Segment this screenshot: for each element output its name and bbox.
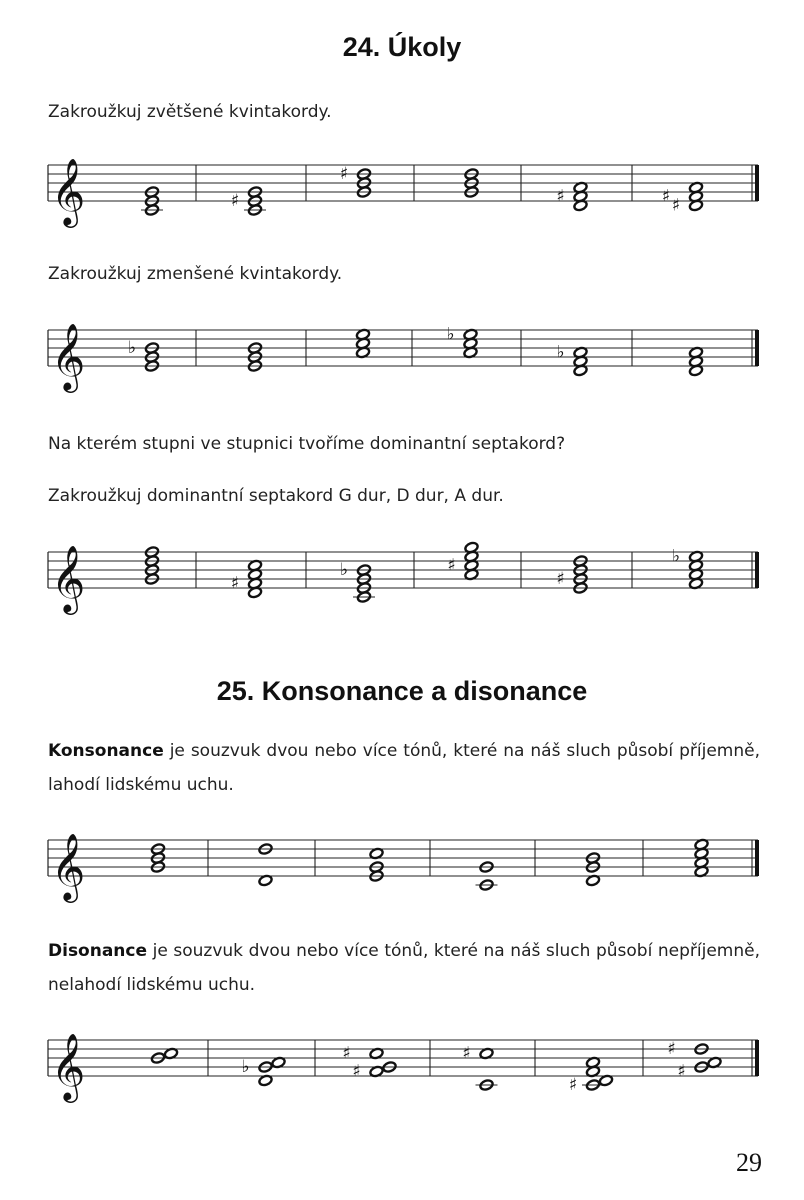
accidental-sharp: ♯	[667, 1039, 676, 1059]
accidental-flat: ♭	[339, 560, 349, 580]
task-diminished-triads: Zakroužkuj zmenšené kvintakordy.	[48, 264, 343, 284]
dissonance-text: je souzvuk dvou nebo více tónů, které na náš sluch působí nepříjemně, nelahodí lidskému uchu.	[48, 941, 760, 995]
accidental-flat: ♭	[127, 338, 137, 358]
accidental-flat: ♭	[556, 342, 565, 363]
task-dominant-seventh-chords: Zakroužkuj dominantní septakord G dur, D dur, A dur.	[48, 486, 504, 506]
accidental-sharp: ♯	[352, 1061, 361, 1082]
treble-clef: 𝄞	[51, 157, 86, 225]
dissonance-definition	[48, 934, 760, 1002]
consonance-definition	[48, 734, 760, 802]
accidental-sharp: ♯	[342, 1043, 351, 1064]
accidental-sharp: ♯	[447, 555, 456, 576]
consonance-text: je souzvuk dvou nebo více tónů, které na náš sluch působí příjemně, lahodí lidskému uchu.	[48, 741, 760, 795]
section-25-heading: 25. Konsonance a disonance	[216, 676, 588, 706]
accidental-sharp: ♯	[556, 186, 565, 207]
question-dominant-seventh-degree: Na kterém stupni ve stupnici tvoříme dominantní septakord?	[48, 434, 566, 454]
accidental-sharp: ♯	[230, 191, 240, 211]
accidental-sharp: ♯	[230, 573, 240, 594]
treble-clef: 𝄞	[51, 544, 86, 612]
accidental-sharp: ♯	[556, 569, 565, 589]
accidental-sharp: ♯	[661, 186, 671, 207]
accidental-flat: ♭	[241, 1057, 250, 1077]
consonance-term: Konsonance	[48, 741, 164, 761]
section-24-heading: 24. Úkoly	[342, 32, 462, 62]
accidental-sharp: ♯	[568, 1075, 578, 1095]
dissonance-term: Disonance	[48, 941, 148, 961]
treble-clef: 𝄞	[51, 832, 86, 900]
accidental-sharp: ♯	[462, 1043, 471, 1064]
accidental-sharp: ♯	[339, 164, 349, 184]
task-augmented-triads: Zakroužkuj zvětšené kvintakordy.	[48, 102, 332, 122]
accidental-flat: ♭	[446, 324, 455, 345]
treble-clef: 𝄞	[51, 1032, 86, 1100]
accidental-sharp: ♯	[677, 1061, 686, 1082]
treble-clef: 𝄞	[51, 322, 86, 390]
accidental-flat: ♭	[671, 546, 681, 567]
accidental-sharp: ♯	[671, 195, 681, 216]
page-number: 29	[736, 1148, 762, 1177]
